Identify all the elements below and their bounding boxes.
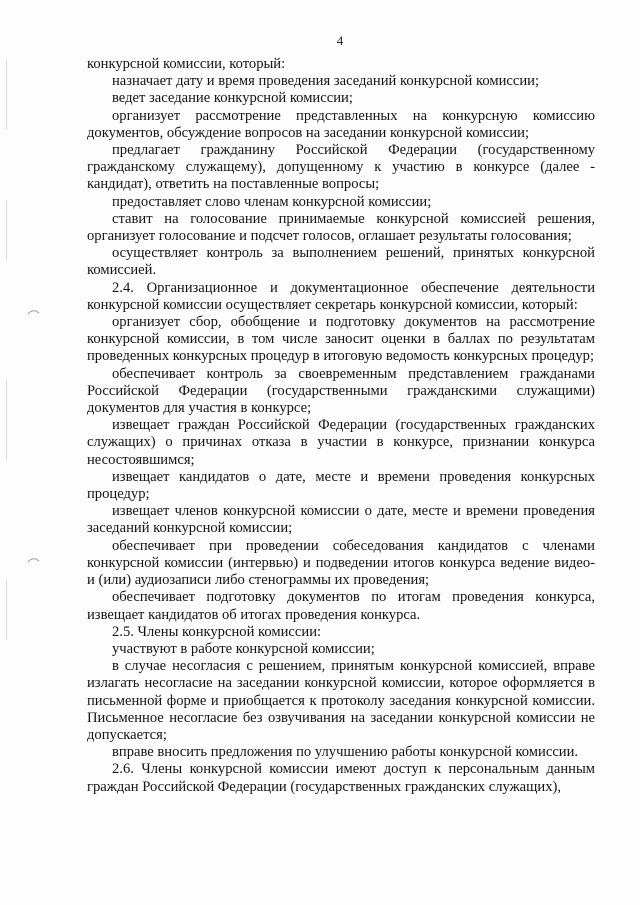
paragraph: обеспечивает при проведении собеседования кандидатов с членами конкурсной комиссии (интервью) и подведении итогов конкурса ведение видео- и (или) аудиозаписи либо стенограммы их проведения; [87,537,595,589]
paragraph: в случае несогласия с решением, принятым конкурсной комиссией, вправе излагать несогласие на заседании конкурсной комиссии, которое оформляется в письменной форме и приобщается к протоколу заседания конкурсной комиссии. Письменное несогласие без озвучивания на заседании конкурсной комиссии не допускается; [87,658,595,743]
paragraph: предоставляет слово членам конкурсной комиссии; [112,193,432,210]
paragraph: организует сбор, обобщение и подготовку документов на рассмотрение конкурсной комиссии, в том числе заносит оценки в баллах по результатам проведенных конкурсных процедур в итоговую ведомость конкурсных процедур; [87,314,595,365]
paragraph: обеспечивает контроль за своевременным представлением гражданами Российской Федерации (государственными гражданскими служащими) документов для участия в конкурсе; [87,365,595,417]
paragraph: конкурсной комиссии, который: [87,56,286,72]
scan-hole-mark [27,308,41,316]
section-paragraph: 2.4. Организационное и документационное обеспечение деятельности конкурсной комиссии осуществляет секретарь конкурсной комиссии, который: [87,279,595,313]
paragraph: вправе вносить предложения по улучшению работы конкурсной комиссии. [112,744,579,761]
paragraph: предлагает гражданину Российской Федерации (государственному гражданскому служащему), допущенному к участию в конкурсе (далее - кандидат), ответить на поставленные вопросы; [87,142,595,193]
section-paragraph: 2.6. Члены конкурсной комиссии имеют доступ к персональным данным граждан Российской Федерации (государственных гражданских служащих), [87,761,595,795]
scan-margin-line [6,580,7,640]
scan-hole-mark [27,556,41,564]
paragraph: организует рассмотрение представленных на конкурсную комиссию документов, обсуждение вопросов на заседании конкурсной комиссии; [87,107,595,141]
document-body [87,56,595,796]
scan-margin-line [6,200,7,260]
paragraph: участвуют в работе конкурсной комиссии; [112,640,375,657]
paragraph: обеспечивает подготовку документов по итогам проведения конкурса, извещает кандидатов об итогах проведения конкурса. [87,589,595,623]
paragraph: извещает членов конкурсной комиссии о дате, месте и времени проведения заседаний конкурсной комиссии; [87,503,595,537]
paragraph: ставит на голосование принимаемые конкурсной комиссией решения, организует голосование и подсчет голосов, оглашает результаты голосования; [87,210,595,245]
section-paragraph: 2.5. Члены конкурсной комиссии: [112,623,322,640]
paragraph: ведет заседание конкурсной комиссии; [112,90,353,107]
paragraph: извещает граждан Российской Федерации (государственных гражданских служащих) о причинах отказа в участии в конкурсе, признании конкурса несостоявшимся; [87,417,595,468]
page-number: 4 [336,33,344,48]
paragraph: назначает дату и время проведения заседаний конкурсной комиссии; [112,73,540,90]
paragraph: извещает кандидатов о дате, месте и времени проведения конкурсных процедур; [87,468,595,503]
scan-margin-line [6,60,7,130]
paragraph: осуществляет контроль за выполнением решений, принятых конкурсной комиссией. [87,245,595,279]
scan-margin-line [6,380,7,460]
